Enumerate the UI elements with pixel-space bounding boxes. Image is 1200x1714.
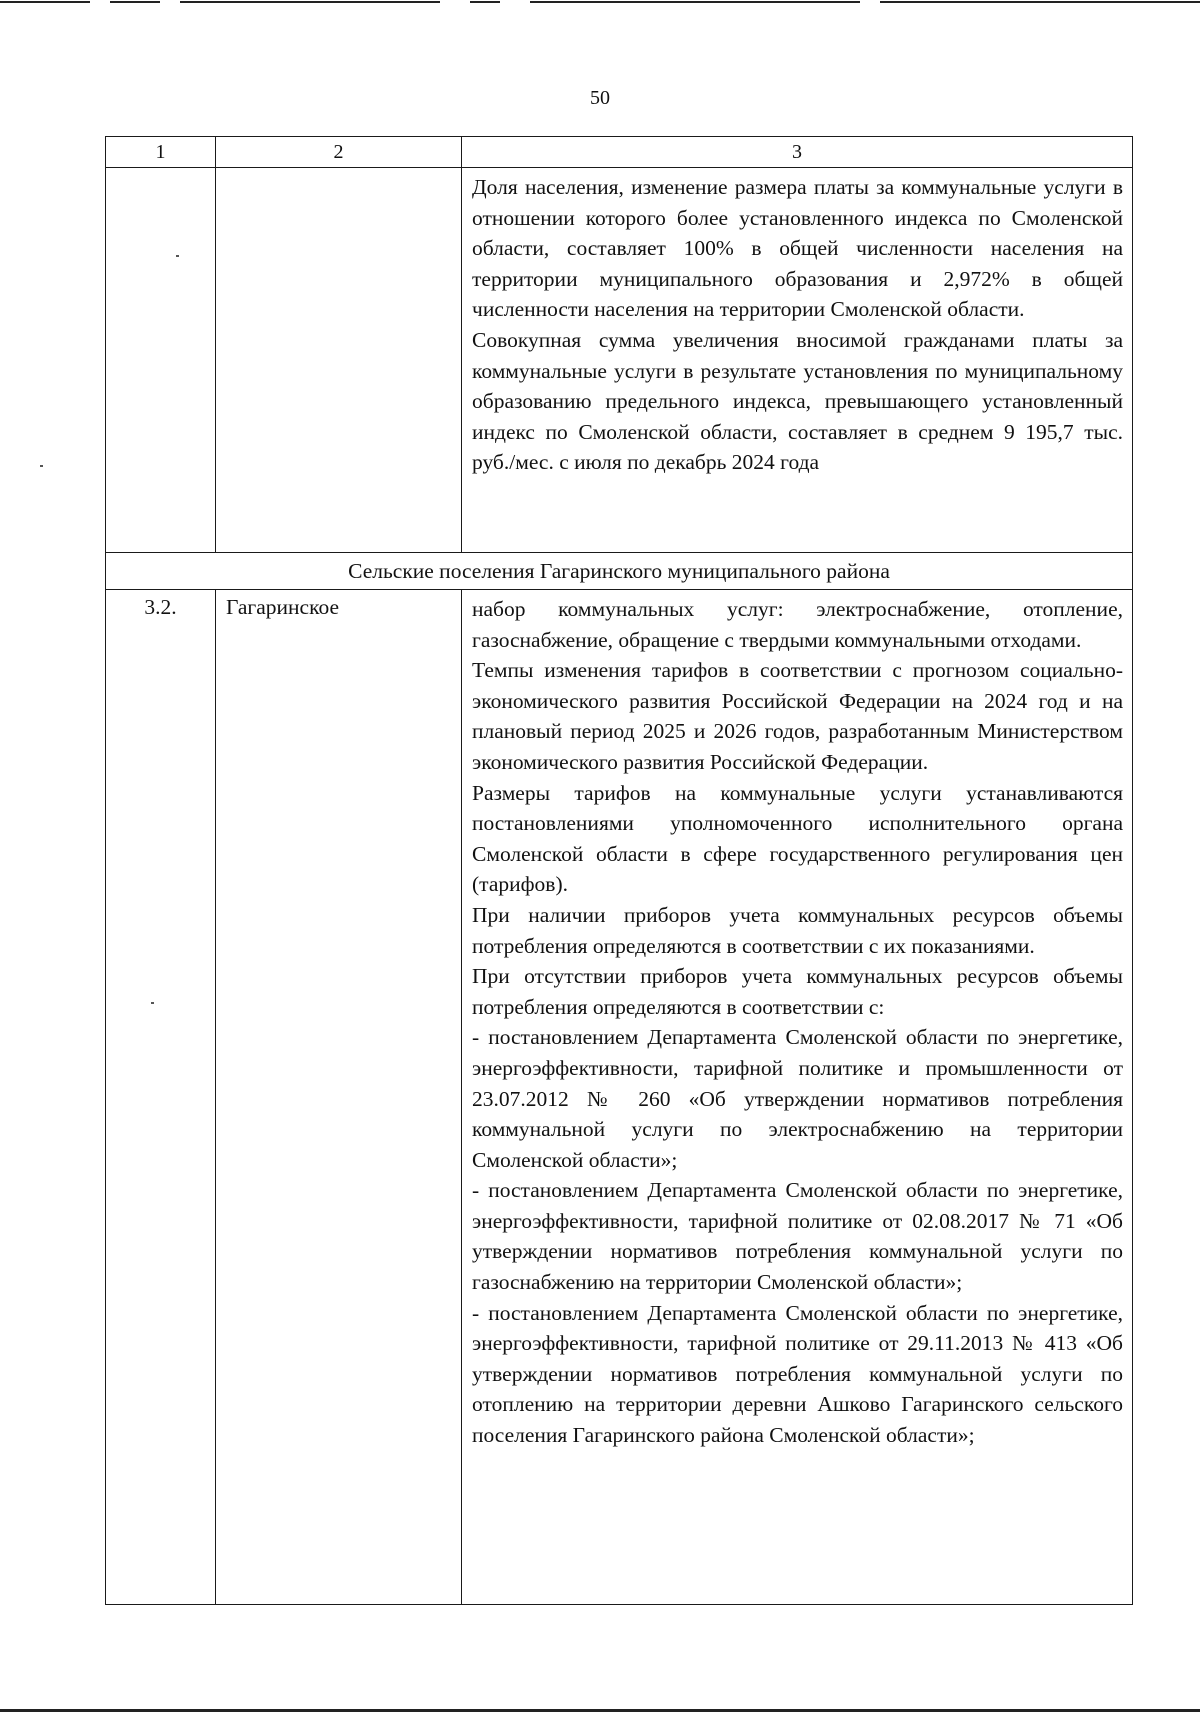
paragraph: При наличии приборов учета коммунальных ресурсов объемы потребления определяются в соответствии с их показаниями. [472, 902, 1123, 958]
section-title: Сельские поселения Гагаринского муниципального района [106, 553, 1133, 590]
document-table [105, 136, 1133, 1605]
row-description [462, 168, 1133, 553]
scan-speck [40, 465, 43, 467]
table-header-row [106, 137, 1133, 168]
header-cell-2: 2 [216, 137, 462, 168]
header-cell-3: 3 [462, 137, 1133, 168]
paragraph: Размеры тарифов на коммунальные услуги устанавливаются постановлениями уполномоченного исполнительного органа Смоленской области в сфере государственного регулирования цен (тарифов). [472, 780, 1123, 897]
scan-edge-bottom [0, 1709, 1200, 1712]
paragraph: Темпы изменения тарифов в соответствии с прогнозом социально-экономического развития Российской Федерации на 2024 год и на плановый период 2025 и 2026 годов, разработанным Министерством экономического развития Российской Федерации. [472, 658, 1123, 774]
header-cell-1: 1 [106, 137, 216, 168]
paragraph: - постановлением Департамента Смоленской области по энергетике, энергоэффективности, тарифной политике и промышленности от 23.07.2012 № 260 «Об утверждении нормативов потребления коммунальной услуги по электроснабжению на территории Смоленской области»; [472, 1025, 1123, 1172]
paragraph: набор коммунальных услуг: электроснабжение, отопление, газоснабжение, обращение с твердыми коммунальными отходами. [472, 597, 1123, 652]
paragraph: При отсутствии приборов учета коммунальных ресурсов объемы потребления определяются в соответствии с: [472, 964, 1123, 1019]
settlement-name [216, 168, 462, 553]
table-row [106, 168, 1133, 553]
row-description [462, 590, 1133, 1605]
row-number: 3.2. [106, 590, 216, 1605]
paragraph: - постановлением Департамента Смоленской области по энергетике, энергоэффективности, тарифной политике от 29.11.2013 № 413 «Об утверждении нормативов потребления коммунальной услуги по отоплению на территории деревни Ашково Гагаринского сельского поселения Гагаринского района Смоленской области»; [472, 1300, 1123, 1448]
table-row [106, 590, 1133, 1605]
settlement-name: Гагаринское [216, 590, 462, 1605]
scan-edge-top [0, 0, 1200, 6]
row-number [106, 168, 216, 553]
paragraph: Доля населения, изменение размера платы за коммунальные услуги в отношении которого более установленного индекса по Смоленской области, составляет 100% в общей численности населения на территории муниципального образования и 2,972% в общей численности населения на территории Смоленской области. [472, 175, 1123, 322]
paragraph: - постановлением Департамента Смоленской области по энергетике, энергоэффективности, тарифной политике от 02.08.2017 № 71 «Об утверждении нормативов потребления коммунальной услуги по газоснабжению на территории Смоленской области»; [472, 1178, 1123, 1295]
page-number: 50 [590, 87, 610, 109]
section-header-row [106, 553, 1133, 590]
paragraph: Совокупная сумма увеличения вносимой гражданами платы за коммунальные услуги в результате установления по муниципальному образованию предельного индекса, превышающего установленный индекс по Смоленской области, составляет в среднем 9 195,7 тыс. руб./мес. с июля по декабрь 2024 года [472, 327, 1123, 475]
